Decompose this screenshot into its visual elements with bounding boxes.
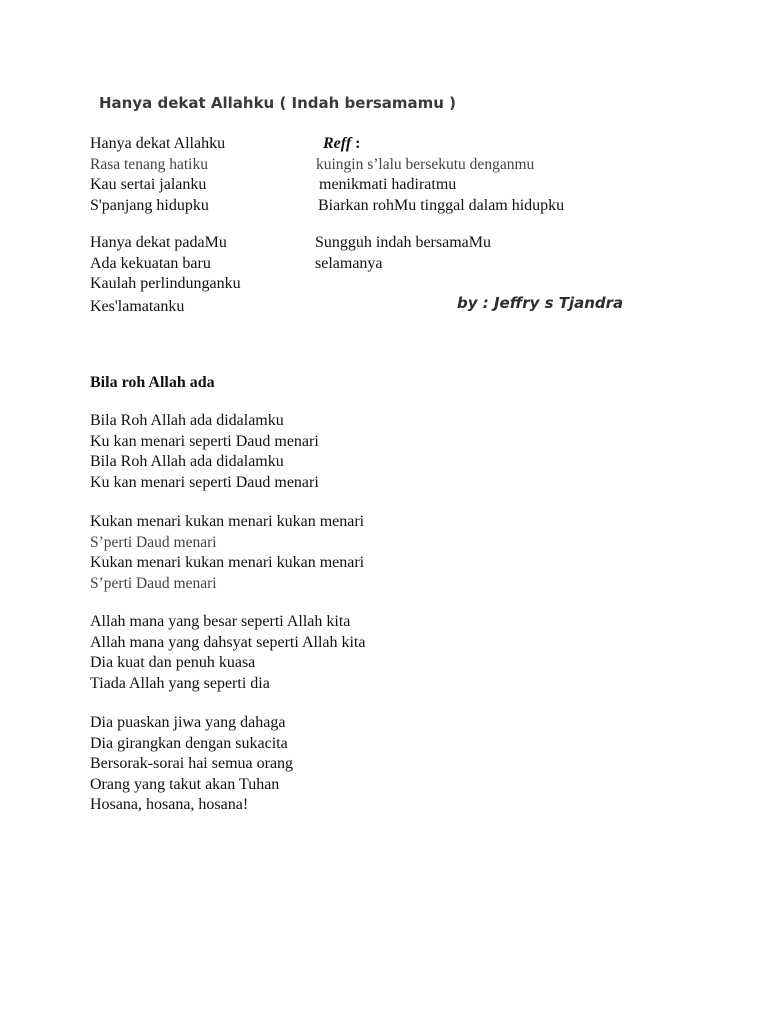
verse1-line: Kau sertai jalanku bbox=[90, 176, 207, 193]
verse2-line: Kes'lamatanku bbox=[90, 298, 185, 315]
author-credit: by : Jeffry s Tjandra bbox=[457, 294, 624, 312]
stanza4-line: Dia puaskan jiwa yang dahaga bbox=[90, 714, 286, 731]
reff-heading bbox=[323, 134, 360, 154]
reff-colon: : bbox=[351, 135, 361, 152]
verse2-line: Kaulah perlindunganku bbox=[90, 275, 241, 292]
verse2-line: Ada kekuatan baru bbox=[90, 255, 211, 272]
song2-title: Bila roh Allah ada bbox=[90, 374, 215, 391]
stanza1-line: Ku kan menari seperti Daud menari bbox=[90, 433, 319, 450]
verse1-line: Hanya dekat Allahku bbox=[90, 135, 226, 152]
reff-line: menikmati hadiratmu bbox=[319, 176, 457, 193]
stanza3-line: Allah mana yang besar seperti Allah kita bbox=[90, 613, 351, 630]
stanza4-line: Orang yang takut akan Tuhan bbox=[90, 776, 280, 793]
reff-line: kuingin s’lalu bersekutu denganmu bbox=[316, 156, 535, 173]
reff2-line: Sungguh indah bersamaMu bbox=[315, 234, 491, 251]
stanza2-line: S’perti Daud menari bbox=[90, 534, 217, 551]
stanza3-line: Tiada Allah yang seperti dia bbox=[90, 675, 270, 692]
stanza4-line: Hosana, hosana, hosana! bbox=[90, 796, 249, 813]
stanza4-line: Dia girangkan dengan sukacita bbox=[90, 735, 288, 752]
stanza1-line: Bila Roh Allah ada didalamku bbox=[90, 453, 284, 470]
stanza2-line: Kukan menari kukan menari kukan menari bbox=[90, 513, 365, 530]
stanza3-line: Allah mana yang dahsyat seperti Allah kita bbox=[90, 634, 366, 651]
verse1-line: S'panjang hidupku bbox=[90, 197, 209, 214]
stanza3-line: Dia kuat dan penuh kuasa bbox=[90, 654, 256, 671]
stanza1-line: Bila Roh Allah ada didalamku bbox=[90, 412, 284, 429]
stanza2-line: Kukan menari kukan menari kukan menari bbox=[90, 554, 365, 571]
reff-label: Reff bbox=[323, 135, 352, 152]
verse2-line: Hanya dekat padaMu bbox=[90, 234, 227, 251]
stanza4-line: Bersorak-sorai hai semua orang bbox=[90, 755, 294, 772]
verse1-line: Rasa tenang hatiku bbox=[90, 156, 208, 173]
reff-line: Biarkan rohMu tinggal dalam hidupku bbox=[318, 197, 565, 214]
reff2-line: selamanya bbox=[315, 255, 383, 272]
stanza2-line: S’perti Daud menari bbox=[90, 575, 217, 592]
song1-title: Hanya dekat Allahku ( Indah bersamamu ) bbox=[99, 94, 457, 112]
stanza1-line: Ku kan menari seperti Daud menari bbox=[90, 474, 319, 491]
